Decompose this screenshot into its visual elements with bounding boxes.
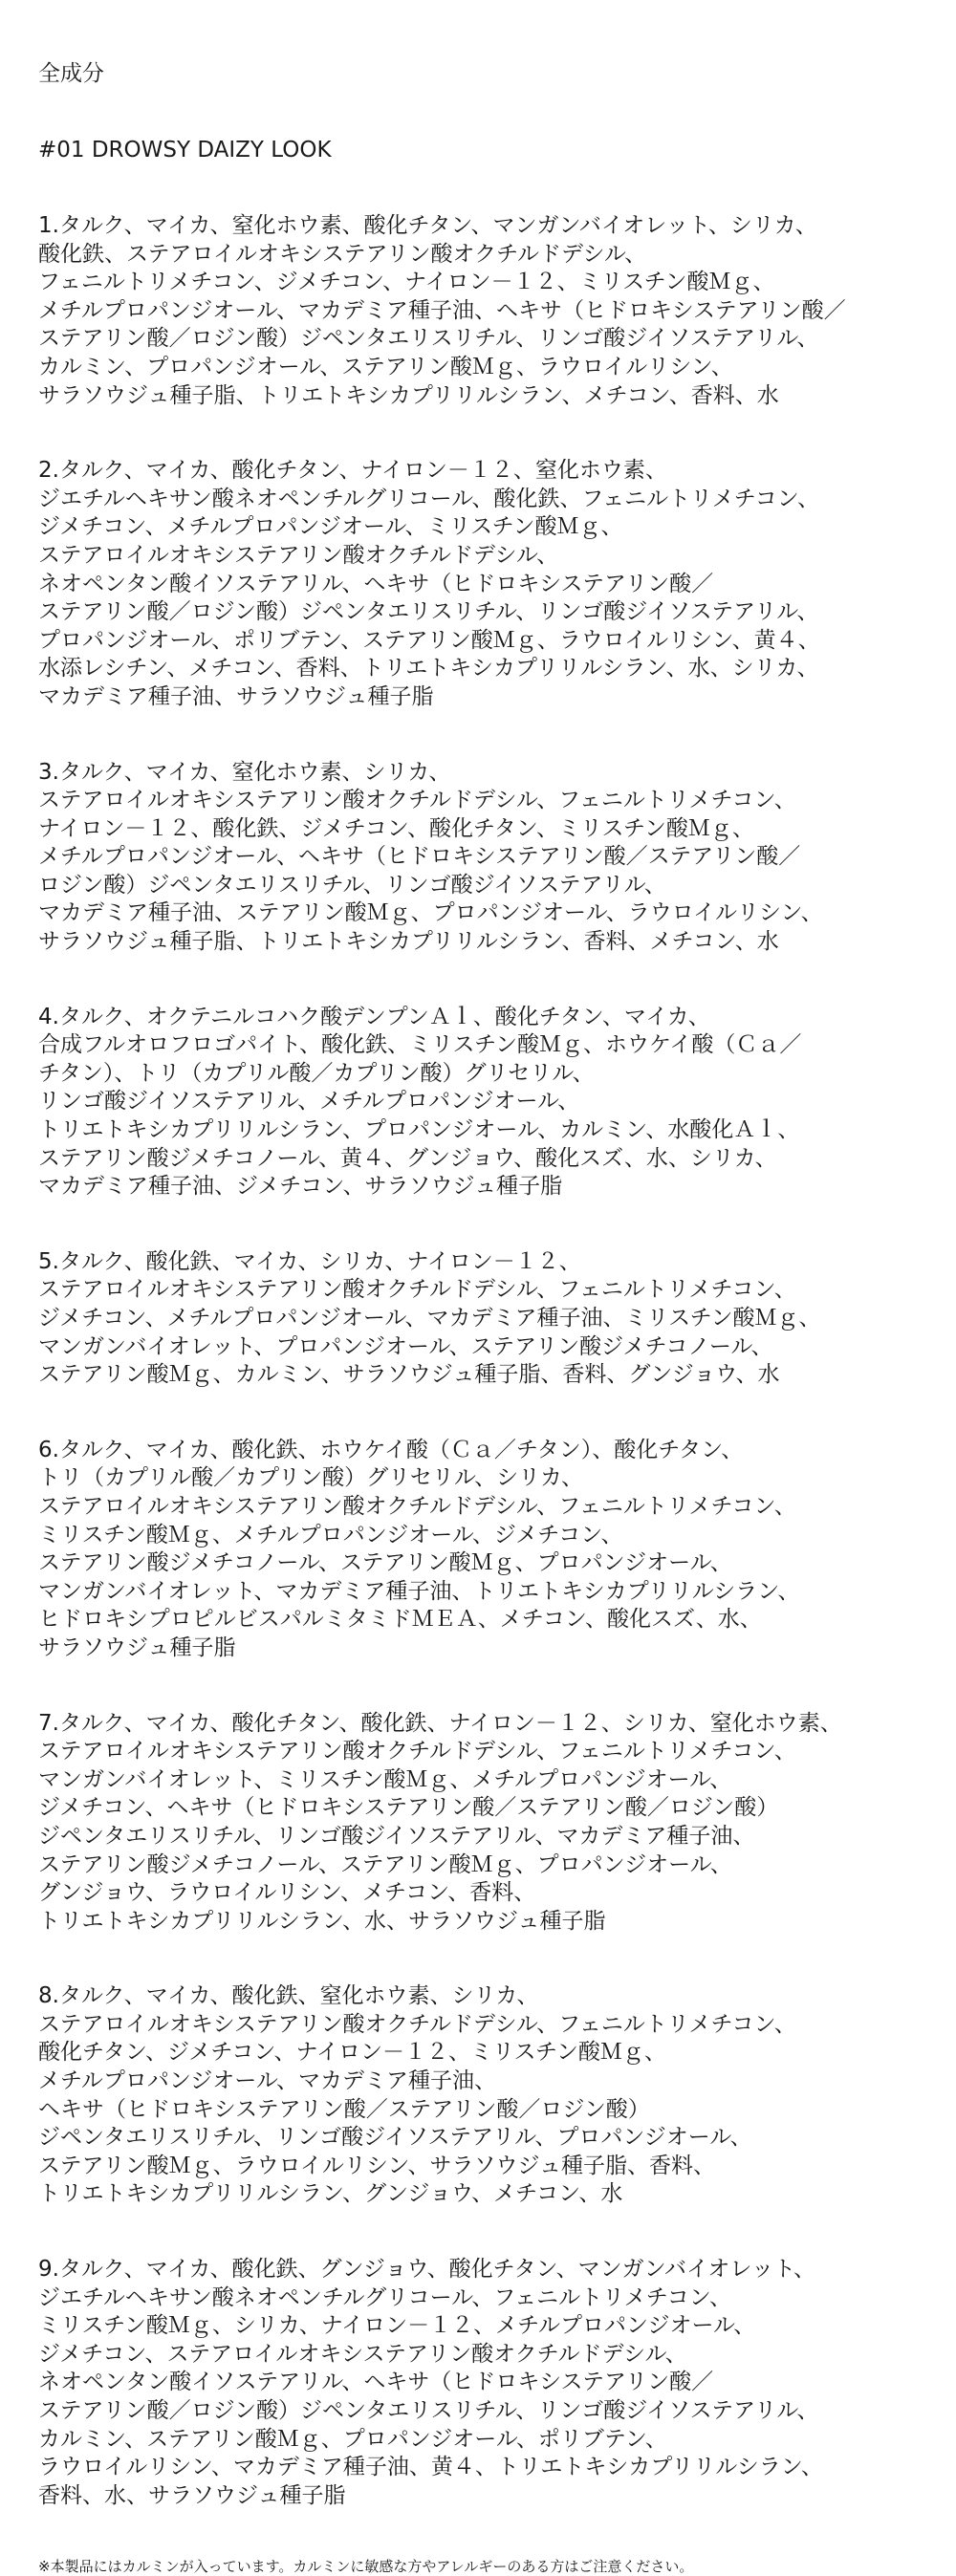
ingredient-line: ステアリン酸ジメチコノール、黄４、グンジョウ、酸化スズ、水、シリカ、 bbox=[38, 1145, 777, 1171]
ingredient-line: ラウロイルリシン、マカデミア種子油、黄４、トリエトキシカプリリルシラン、 bbox=[38, 2455, 823, 2480]
ingredient-line: ステアリン酸ジメチコノール、ステアリン酸Ｍｇ、プロパンジオール、 bbox=[38, 1550, 732, 1576]
ingredient-line: トリエトキシカプリリルシラン、プロパンジオール、カルミン、水酸化Ａｌ、 bbox=[38, 1117, 800, 1143]
ingredient-line: 8.タルク、マイカ、酸化鉄、窒化ホウ素、シリカ、 bbox=[38, 1983, 539, 2009]
ingredient-item-1 bbox=[38, 212, 937, 410]
ingredient-line: ナイロン－１２、酸化鉄、ジメチコン、酸化チタン、ミリスチン酸Ｍｇ、 bbox=[38, 815, 754, 841]
ingredient-line: メチルプロパンジオール、ヘキサ（ヒドロキシステアリン酸／ステアリン酸／ bbox=[38, 844, 801, 870]
ingredient-line: 合成フルオロフロゴパイト、酸化鉄、ミリスチン酸Ｍｇ、ホウケイ酸（Ｃａ／ bbox=[38, 1032, 802, 1058]
ingredient-line: ステアリン酸／ロジン酸）ジペンタエリスリチル、リンゴ酸ジイソステアリル、 bbox=[38, 326, 819, 352]
ingredient-line: 水添レシチン、メチコン、香料、トリエトキシカプリリルシラン、水、シリカ、 bbox=[38, 656, 819, 682]
ingredient-line: ジエチルヘキサン酸ネオペンチルグリコール、フェニルトリメチコン、 bbox=[38, 2284, 731, 2310]
ingredient-line: ステアリン酸／ロジン酸）ジペンタエリスリチル、リンゴ酸ジイソステアリル、 bbox=[38, 599, 819, 625]
ingredient-line: マカデミア種子油、ステアリン酸Ｍｇ、プロパンジオール、ラウロイルリシン、 bbox=[38, 900, 823, 926]
ingredient-line: ステアロイルオキシステアリン酸オクチルドデシル、 bbox=[38, 542, 559, 568]
ingredient-line: カルミン、ステアリン酸Ｍｇ、プロパンジオール、ポリブテン、 bbox=[38, 2426, 667, 2452]
ingredient-line: 3.タルク、マイカ、窒化ホウ素、シリカ、 bbox=[38, 759, 451, 785]
ingredient-line: ステアロイルオキシステアリン酸オクチルドデシル、フェニルトリメチコン、 bbox=[38, 1277, 796, 1303]
ingredient-line: ミリスチン酸Ｍｇ、メチルプロパンジオール、ジメチコン、 bbox=[38, 1522, 623, 1548]
ingredient-item-2 bbox=[38, 457, 937, 711]
ingredient-line: ステアロイルオキシステアリン酸オクチルドデシル、フェニルトリメチコン、 bbox=[38, 788, 796, 813]
ingredient-line: ステアリン酸Ｍｇ、ラウロイルリシン、サラソウジュ種子脂、香料、 bbox=[38, 2153, 716, 2178]
ingredient-line: チタン）、トリ（カプリル酸／カプリン酸）グリセリル、 bbox=[38, 1060, 595, 1086]
ingredient-line: ステアリン酸Ｍｇ、カルミン、サラソウジュ種子脂、香料、グンジョウ、水 bbox=[38, 1362, 780, 1388]
ingredient-line: ジエチルヘキサン酸ネオペンチルグリコール、酸化鉄、フェニルトリメチコン、 bbox=[38, 486, 819, 511]
ingredient-line: 7.タルク、マイカ、酸化チタン、酸化鉄、ナイロン－１２、シリカ、窒化ホウ素、 bbox=[38, 1710, 842, 1736]
ingredient-line: ジメチコン、メチルプロパンジオール、マカデミア種子油、ミリスチン酸Ｍｇ、 bbox=[38, 1306, 821, 1331]
ingredient-line: ロジン酸）ジペンタエリスリチル、リンゴ酸ジイソステアリル、 bbox=[38, 872, 666, 898]
ingredient-line: ステアロイルオキシステアリン酸オクチルドデシル、フェニルトリメチコン、 bbox=[38, 2011, 796, 2037]
ingredient-line: マカデミア種子油、ジメチコン、サラソウジュ種子脂 bbox=[38, 1174, 563, 1200]
ingredient-line: ミリスチン酸Ｍｇ、シリカ、ナイロン－１２、メチルプロパンジオール、 bbox=[38, 2313, 756, 2339]
ingredient-line: 酸化チタン、ジメチコン、ナイロン－１２、ミリスチン酸Ｍｇ、 bbox=[38, 2040, 666, 2066]
ingredient-item-9 bbox=[38, 2256, 937, 2510]
ingredient-line: リンゴ酸ジイソステアリル、メチルプロパンジオール、 bbox=[38, 1089, 580, 1115]
ingredient-line: ジペンタエリスリチル、リンゴ酸ジイソステアリル、プロパンジオール、 bbox=[38, 2125, 752, 2151]
ingredient-line: 1.タルク、マイカ、窒化ホウ素、酸化チタン、マンガンバイオレット、シリカ、 bbox=[38, 213, 817, 238]
ingredient-line: マカデミア種子油、サラソウジュ種子脂 bbox=[38, 683, 434, 709]
ingredient-line: ネオペンタン酸イソステアリル、ヘキサ（ヒドロキシステアリン酸／ bbox=[38, 571, 714, 596]
ingredient-line: トリ（カプリル酸／カプリン酸）グリセリル、シリカ、 bbox=[38, 1465, 583, 1491]
ingredient-item-7 bbox=[38, 1710, 937, 1937]
ingredient-line: ヒドロキシプロピルビスパルミタミドＭＥＡ、メチコン、酸化スズ、水、 bbox=[38, 1607, 762, 1633]
ingredient-line: ステアリン酸／ロジン酸）ジペンタエリスリチル、リンゴ酸ジイソステアリル、 bbox=[38, 2398, 819, 2423]
ingredient-line: トリエトキシカプリリルシラン、水、サラソウジュ種子脂 bbox=[38, 1908, 606, 1934]
page-title: 全成分 bbox=[38, 61, 104, 86]
ingredient-line: 6.タルク、マイカ、酸化鉄、ホウケイ酸（Ｃａ／チタン）、酸化チタン、 bbox=[38, 1437, 744, 1462]
ingredient-line: サラソウジュ種子脂 bbox=[38, 1634, 236, 1660]
ingredient-line: ステアロイルオキシステアリン酸オクチルドデシル、フェニルトリメチコン、 bbox=[38, 1739, 796, 1764]
ingredient-item-3 bbox=[38, 759, 937, 957]
ingredient-line: サラソウジュ種子脂、トリエトキシカプリリルシラン、香料、メチコン、水 bbox=[38, 929, 779, 955]
ingredient-line: マンガンバイオレット、プロパンジオール、ステアリン酸ジメチコノール、 bbox=[38, 1333, 773, 1359]
look-name: #01 DROWSY DAIZY LOOK bbox=[38, 138, 332, 162]
ingredient-line: 香料、水、サラソウジュ種子脂 bbox=[38, 2482, 346, 2508]
ingredient-line: 酸化鉄、ステアロイルオキシステアリン酸オクチルドデシル、 bbox=[38, 241, 647, 267]
ingredient-line: トリエトキシカプリリルシラン、グンジョウ、メチコン、水 bbox=[38, 2181, 623, 2207]
ingredient-line: ステアロイルオキシステアリン酸オクチルドデシル、フェニルトリメチコン、 bbox=[38, 1493, 796, 1519]
ingredient-line: ネオペンタン酸イソステアリル、ヘキサ（ヒドロキシステアリン酸／ bbox=[38, 2370, 714, 2395]
ingredient-item-5 bbox=[38, 1248, 937, 1390]
ingredient-line: 2.タルク、マイカ、酸化チタン、ナイロン－１２、窒化ホウ素、 bbox=[38, 458, 667, 484]
ingredient-line: ジメチコン、メチルプロパンジオール、ミリスチン酸Ｍｇ、 bbox=[38, 514, 623, 540]
ingredient-item-8 bbox=[38, 1982, 937, 2209]
ingredient-line: カルミン、プロパンジオール、ステアリン酸Ｍｇ、ラウロイルリシン、 bbox=[38, 354, 733, 379]
ingredient-line: メチルプロパンジオール、マカデミア種子油、ヘキサ（ヒドロキシステアリン酸／ bbox=[38, 297, 846, 323]
ingredient-item-4 bbox=[38, 1004, 937, 1201]
ingredient-list bbox=[38, 212, 937, 2510]
ingredient-line: ジペンタエリスリチル、リンゴ酸ジイソステアリル、マカデミア種子油、 bbox=[38, 1823, 755, 1849]
ingredient-line: グンジョウ、ラウロイルリシン、メチコン、香料、 bbox=[38, 1880, 536, 1906]
ingredient-line: プロパンジオール、ポリブテン、ステアリン酸Ｍｇ、ラウロイルリシン、黄４、 bbox=[38, 627, 820, 653]
ingredient-line: 4.タルク、オクテニルコハク酸デンプンＡｌ、酸化チタン、マイカ、 bbox=[38, 1004, 710, 1029]
ingredient-line: ステアリン酸ジメチコノール、ステアリン酸Ｍｇ、プロパンジオール、 bbox=[38, 1851, 732, 1877]
ingredient-line: 5.タルク、酸化鉄、マイカ、シリカ、ナイロン－１２、 bbox=[38, 1248, 581, 1274]
ingredient-line: ヘキサ（ヒドロキシステアリン酸／ステアリン酸／ロジン酸） bbox=[38, 2096, 650, 2122]
ingredient-line: マンガンバイオレット、ミリスチン酸Ｍｇ、メチルプロパンジオール、 bbox=[38, 1766, 732, 1792]
footnote: ※本製品にはカルミンが入っています。カルミンに敏感な方やアレルギーのある方はご注意ください。 bbox=[38, 2558, 694, 2576]
ingredient-line: フェニルトリメチコン、ジメチコン、ナイロン－１２、ミリスチン酸Ｍｇ、 bbox=[38, 270, 775, 295]
ingredient-item-6 bbox=[38, 1437, 937, 1663]
ingredient-line: マンガンバイオレット、マカデミア種子油、トリエトキシカプリリルシラン、 bbox=[38, 1578, 800, 1604]
ingredient-line: サラソウジュ種子脂、トリエトキシカプリリルシラン、メチコン、香料、水 bbox=[38, 382, 779, 408]
ingredient-line: ジメチコン、ヘキサ（ヒドロキシステアリン酸／ステアリン酸／ロジン酸） bbox=[38, 1795, 779, 1821]
ingredient-line: 9.タルク、マイカ、酸化鉄、グンジョウ、酸化チタン、マンガンバイオレット、 bbox=[38, 2257, 816, 2283]
ingredient-line: メチルプロパンジオール、マカデミア種子油、 bbox=[38, 2068, 496, 2094]
ingredient-line: ジメチコン、ステアロイルオキシステアリン酸オクチルドデシル、 bbox=[38, 2341, 687, 2367]
